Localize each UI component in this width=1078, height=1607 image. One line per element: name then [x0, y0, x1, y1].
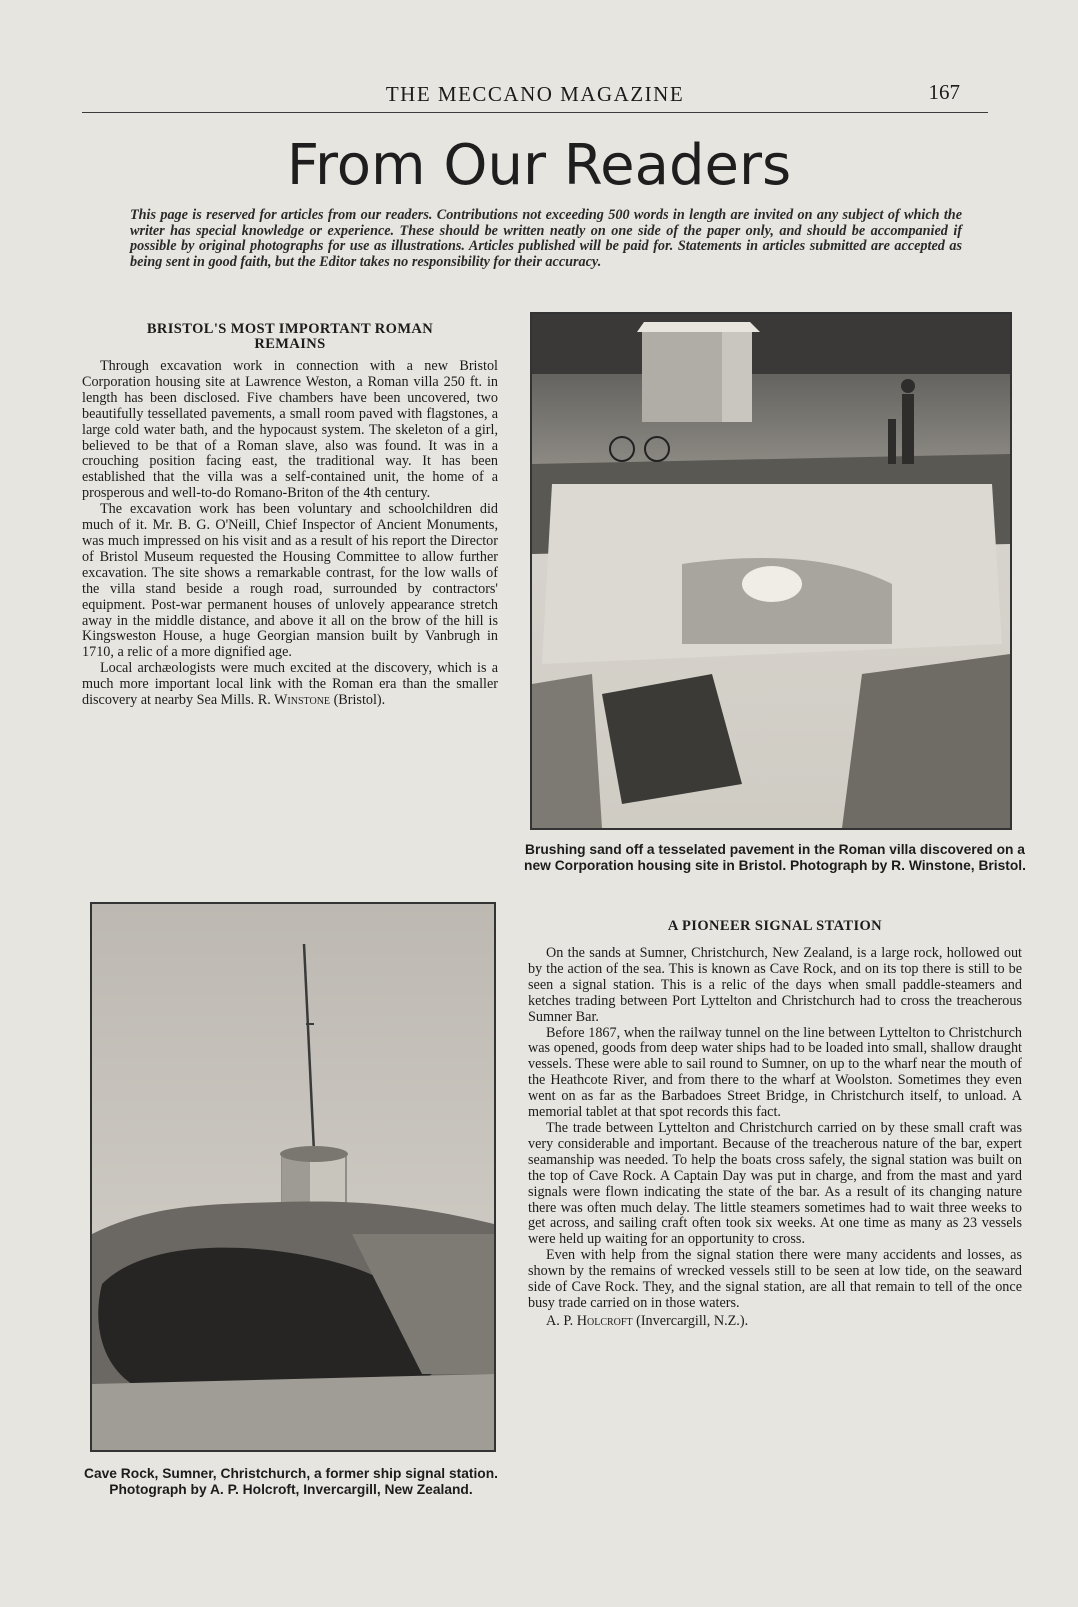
- paragraph: The trade between Lyttelton and Christchurch carried on by these small craft was very considerable and important. Because of the treacherous nature of the bar, expert seamanship was needed. To help the boats cross safely, the signal station was built on the top of Cave Rock. A Captain Day was put in charge, and from the mast and yard signals were flown indicating the state of the bar. As a result of its changing nature there was often much delay. The little steamers sometimes had to wait three weeks to get across, and sailing craft often took six weeks. At one time as many as 23 vessels were held up waiting for an opportunity to cross.: [528, 1119, 1022, 1248]
- byline: [528, 1314, 1022, 1330]
- paragraph-text: Local archæologists were much excited at the discovery, which is a much more important local link with the Roman era than the smaller discovery at nearby Sea Mills.: [82, 660, 498, 709]
- cave-rock-photo-illustration: [92, 904, 494, 1450]
- article-title: BRISTOL'S MOST IMPORTANT ROMAN REMAINS: [146, 321, 434, 352]
- paragraph: [82, 661, 498, 709]
- paragraph: On the sands at Sumner, Christchurch, New Zealand, is a large rock, hollowed out by the action of the sea. This is known as Cave Rock, and on its top there is still to be seen a signal station. This is a relic of the days when small paddle-steamers and ketches trading between Port Lyttelton and Christchurch had to cross the treacherous Sumner Bar.: [528, 945, 1022, 1025]
- excavation-photo: [530, 312, 1012, 830]
- author: A. P. Holcroft: [546, 1312, 633, 1329]
- paragraph: Through excavation work in connection with a new Bristol Corporation housing site at Lawrence Weston, a Roman villa 250 ft. in length has been disclosed. Five chambers have been uncovered, two beautifully tessellated pavements, a small room paved with flagstones, a large cold water bath, and the hypocaust system. The skeleton of a girl, believed to be that of a Roman slave, also was found. It was in a crouching position facing east, the traditional way. It has been established that the villa was a self-contained unit, the home of a prosperous and well-to-do Romano-Briton of the 4th century.: [82, 358, 498, 502]
- article-signal-station: [528, 919, 1022, 1330]
- paragraph: The excavation work has been voluntary and schoolchildren did much of it. Mr. B. G. O'Neill, Chief Inspector of Ancient Monuments, was much impressed on his visit and as a result of his report the Director of Bristol Museum requested the Housing Committee to allow further excavation. The site shows a remarkable contrast, for the low walls of the villa stand beside a rough road, surrounded by contractors' equipment. Post-war permanent houses of unlovely appearance stretch away in the middle distance, and above it all on the brow of the hill is Kingsweston House, a huge Georgian mansion built by Vanbrugh in 1710, a relic of a more dignified age.: [82, 501, 498, 661]
- excavation-photo-illustration: [532, 314, 1010, 828]
- cave-rock-photo-caption: Cave Rock, Sumner, Christchurch, a former ship signal station. Photograph by A. P. Holcroft, Invercargill, New Zealand.: [83, 1466, 498, 1497]
- paragraph: Before 1867, when the railway tunnel on the line between Lyttelton to Christchurch was opened, goods from deep water ships had to be loaded into small, shallow draught vessels. These were able to sail round to Sumner, on up to the wharf near the mouth of the Heathcote River, and from there to the wharf at Woolston. Sometimes they even went on as far as the Barbadoes Street Bridge, in Christchurch itself, to unload. A memorial tablet at that spot records this fact.: [528, 1024, 1022, 1121]
- article-body: [528, 946, 1022, 1330]
- intro-paragraph: This page is reserved for articles from our readers. Contributions not exceeding 500 words in length are invited on any subject of which the writer has special knowledge or experience. These should be written neatly on one side of the paper only, and should be accompanied if possible by original photographs for use as illustrations. Articles published will be paid for. Statements in articles submitted are accepted as being sent in good faith, but the Editor takes no responsibility for their accuracy.: [130, 207, 962, 270]
- magazine-title: THE MECCANO MAGAZINE: [385, 82, 685, 106]
- article-bristol: [82, 322, 498, 709]
- running-head: [82, 80, 988, 113]
- article-title: A PIONEER SIGNAL STATION: [667, 918, 883, 934]
- excavation-photo-caption: Brushing sand off a tesselated pavement in the Roman villa discovered on a new Corporation housing site in Bristol. Photograph by R. Winstone, Bristol.: [524, 842, 1026, 873]
- page-number: 167: [928, 80, 960, 104]
- author-location: (Bristol).: [333, 692, 386, 709]
- author-location: (Invercargill, N.Z.).: [636, 1312, 749, 1329]
- paragraph: Even with help from the signal station there were many accidents and losses, as shown by the remains of wrecked vessels still to be seen at low tide, on the seaward side of Cave Rock. They, and the signal station, are all that remain to tell of the once busy trade carried on in those waters.: [528, 1247, 1022, 1311]
- article-body: [82, 359, 498, 709]
- author: R. Winstone: [257, 692, 331, 709]
- cave-rock-photo: [90, 902, 496, 1452]
- page-title: From Our Readers: [286, 133, 792, 198]
